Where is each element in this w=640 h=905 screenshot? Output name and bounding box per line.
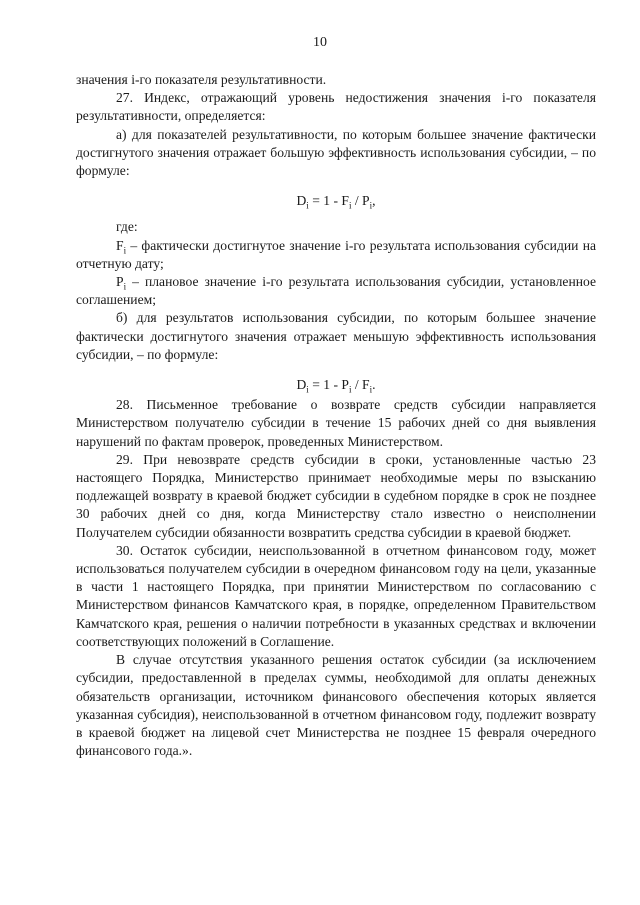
paragraph-30: 30. Остаток субсидии, неиспользованной в отчетном финансовом году, может использоваться получателем субсидии в очередном финансовом году на цели, указанные в части 1 настоящего Порядка, при принятии Министерством по согласованию с Министерством финансов Камчатского края, в порядке, определенном Правительством Камчатского края, решения о наличии потребности в указанных средствах и включении соответствующих положений в Соглашение. — [76, 542, 596, 649]
document-body — [76, 71, 596, 760]
paragraph-30-continued: В случае отсутствия указанного решения остаток субсидии (за исключением субсидии, предоставленной в пределах суммы, необходимой для оплаты денежных обязательств организации, источником финансового обеспечения которых является указанная субсидия), неиспользованной в отчетном финансовом году, подлежит возврату в краевой бюджет на лицевой счет Министерства не позднее 15 февраля очередного финансового года.». — [76, 652, 596, 759]
paragraph-27: 27. Индекс, отражающий уровень недостижения значения i-го показателя результативности, определяется: — [76, 90, 596, 124]
paragraph-continuation: значения i-го показателя результативности. — [76, 72, 327, 87]
formula-1: $D_i = 1 - F_i / P_i$, — [296, 193, 376, 211]
paragraph-27b: б) для результатов использования субсидии, по которым большее значение фактически достигнутого значения отражает меньшую эффективность использования субсидии, – по формуле: — [76, 310, 596, 362]
paragraph-29: 29. При невозврате средств субсидии в сроки, установленные частью 23 настоящего Порядка, Министерство принимает необходимые меры по взысканию подлежащей возврату в краевой бюджет субсидии в судебном порядке в срок не позднее 30 рабочих дней со дня, когда Министерству стало известно о неисполнении Получателем субсидии обязанности возвратить средства субсидии в краевой бюджет. — [76, 451, 596, 540]
where-label: где: — [116, 219, 138, 235]
formula-2: $D_i = 1 - P_i / F_i$. — [296, 377, 376, 395]
paragraph-27a: а) для показателей результативности, по которым большее значение фактически достигнутого значения отражает большую эффективность использования субсидии, – по формуле: — [76, 126, 596, 179]
definition-f: $F_i$ – фактически достигнутое значение i-го результата использования субсидии на отчетную дату; — [76, 237, 596, 271]
definition-p: $P_i$ – плановое значение i-го результата использования субсидии, установленное соглашением; — [76, 274, 596, 308]
page-number: 10 — [313, 35, 327, 50]
paragraph-28: 28. Письменное требование о возврате средств субсидии направляется Министерством получателю субсидии в течение 15 рабочих дней со дня выявления нарушений по фактам проверок, проведенных Министерством. — [76, 397, 596, 449]
